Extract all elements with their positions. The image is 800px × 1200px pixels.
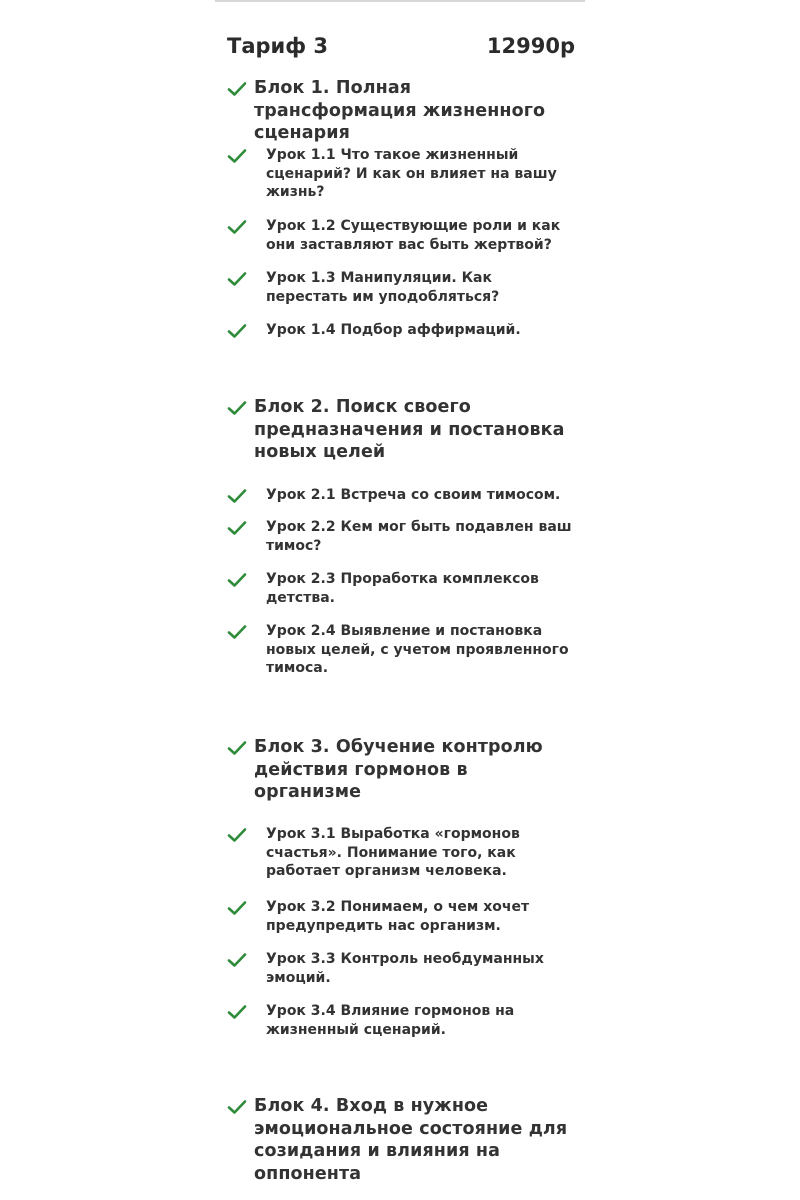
block-3-title: Блок 3. Обучение контролю действия гормонов в организме <box>254 737 543 802</box>
lesson-3-1: Урок 3.1 Выработка «гормонов счастья». Понимание того, как работает организм человека. <box>266 826 520 879</box>
lesson-3-4: Урок 3.4 Влияние гормонов на жизненный сценарий. <box>266 1003 515 1038</box>
lesson-2-4: Урок 2.4 Выявление и постановка новых целей, с учетом проявленного тимоса. <box>266 623 569 676</box>
lesson-2-1: Урок 2.1 Встреча со своим тимосом. <box>266 487 561 503</box>
lesson-1-2: Урок 1.2 Существующие роли и как они заставляют вас быть жертвой? <box>266 218 561 253</box>
checkmark-icon <box>227 271 247 287</box>
tariff-header <box>227 34 575 58</box>
tariff-title: Тариф 3 <box>227 34 329 58</box>
lesson-2-3: Урок 2.3 Проработка комплексов детства. <box>266 571 539 606</box>
checkmark-icon <box>227 219 247 235</box>
block-1-title: Блок 1. Полная трансформация жизненного сценария <box>254 78 546 143</box>
lesson-2-2: Урок 2.2 Кем мог быть подавлен ваш тимос? <box>266 519 572 554</box>
checkmark-icon <box>227 520 247 536</box>
checkmark-icon <box>227 827 247 843</box>
checkmark-icon <box>227 148 247 164</box>
checkmark-icon <box>227 900 247 916</box>
block-4-title: Блок 4. Вход в нужное эмоциональное состояние для созидания и влияния на оппонента <box>254 1096 568 1184</box>
checkmark-icon <box>227 323 247 339</box>
checkmark-icon <box>227 488 247 504</box>
lesson-1-1: Урок 1.1 Что такое жизненный сценарий? И как он влияет на вашу жизнь? <box>266 147 557 200</box>
checkmark-icon <box>227 1004 247 1020</box>
checkmark-icon <box>227 740 247 756</box>
tariff-price: 12990р <box>486 34 575 58</box>
checkmark-icon <box>227 572 247 588</box>
checkmark-icon <box>227 1099 247 1115</box>
checkmark-icon <box>227 624 247 640</box>
top-divider <box>215 0 585 2</box>
block-2-title: Блок 2. Поиск своего предназначения и постановка новых целей <box>254 397 565 462</box>
checkmark-icon <box>227 81 247 97</box>
checkmark-icon <box>227 400 247 416</box>
lesson-3-3: Урок 3.3 Контроль необдуманных эмоций. <box>266 951 544 986</box>
lesson-1-3: Урок 1.3 Манипуляции. Как перестать им уподобляться? <box>266 270 500 305</box>
lesson-3-2: Урок 3.2 Понимаем, о чем хочет предупредить нас организм. <box>266 899 530 934</box>
lesson-1-4: Урок 1.4 Подбор аффирмаций. <box>266 322 521 338</box>
checkmark-icon <box>227 952 247 968</box>
